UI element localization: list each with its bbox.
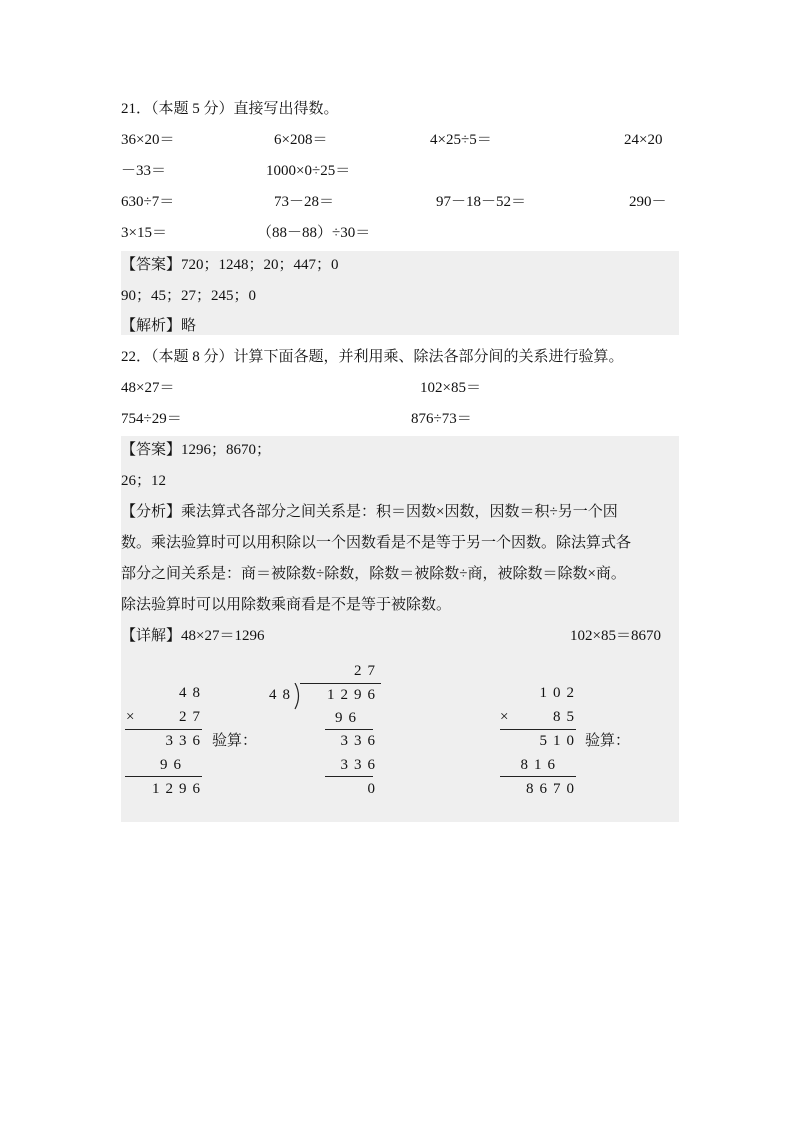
q21-answer-line2: 90；45；27；245；0 — [121, 288, 257, 304]
rule — [500, 729, 576, 730]
mult-bottom: 27 — [179, 709, 206, 725]
division-bar — [300, 683, 381, 684]
times-sign: × — [126, 709, 135, 725]
q21-expr: 290－ — [629, 194, 667, 210]
partial-product: 816 — [520, 757, 561, 773]
answer-tag: 【答案】 — [121, 442, 182, 458]
partial-product: 510 — [539, 733, 580, 749]
mult-bottom: 85 — [553, 709, 580, 725]
rule — [325, 729, 373, 730]
product: 1296 — [152, 781, 206, 797]
detail-left: 48×27＝1296 — [181, 628, 265, 644]
partial-product: 96 — [160, 757, 187, 773]
answer-values: 720；1248；20；447；0 — [181, 257, 339, 273]
q21-expr: 630÷7＝ — [121, 194, 175, 210]
q22-answer-line2: 26；12 — [121, 473, 167, 489]
times-sign: × — [500, 709, 509, 725]
q22-analysis — [121, 502, 618, 522]
check-label: 验算： — [585, 733, 631, 749]
q21-expr: 36×20＝ — [121, 132, 175, 148]
remainder-step: 336 — [340, 733, 381, 749]
q21-expr: 1000×0÷25＝ — [266, 163, 351, 179]
q21-expr: 73－28＝ — [274, 194, 335, 210]
q22-detail-right: 102×85＝8670 — [570, 628, 661, 644]
q21-expr: －33＝ — [121, 163, 167, 179]
q22-analysis-line: 除法验算时可以用除数乘商看是不是等于被除数。 — [121, 597, 452, 613]
q22-analysis-line: 部分之间关系是：商＝被除数÷除数，除数＝被除数÷商，被除数＝除数×商。 — [121, 566, 626, 582]
check-label: 验算： — [212, 733, 258, 749]
q22-expr: 754÷29＝ — [121, 411, 182, 427]
quotient: 27 — [354, 663, 381, 679]
answer-values: 1296；8670； — [181, 442, 272, 458]
analysis-tag: 【解析】 — [121, 318, 182, 334]
product: 8670 — [526, 781, 580, 797]
analysis-tag: 【分析】 — [121, 504, 182, 520]
detail-tag: 【详解】 — [121, 628, 182, 644]
mult-top: 102 — [539, 685, 580, 701]
rule — [500, 776, 576, 777]
q21-expr: （88－88）÷30＝ — [257, 225, 371, 241]
q21-expr: 24×20 — [624, 132, 663, 148]
divisor: 48 — [269, 687, 296, 703]
q21-analysis — [121, 316, 196, 336]
subtrahend: 336 — [340, 757, 381, 773]
rule — [325, 776, 373, 777]
partial-product: 336 — [165, 733, 206, 749]
rule — [125, 776, 202, 777]
analysis-text: 乘法算式各部分之间关系是：积＝因数×因数，因数＝积÷另一个因 — [181, 504, 618, 520]
q21-expr: 6×208＝ — [274, 132, 328, 148]
rule — [125, 729, 202, 730]
q22-header: 22．（本题 8 分）计算下面各题，并利用乘、除法各部分间的关系进行验算。 — [121, 349, 624, 365]
q22-expr: 102×85＝ — [420, 380, 481, 396]
q21-header: 21．（本题 5 分）直接写出得数。 — [121, 101, 339, 117]
q22-answer — [121, 440, 271, 460]
q22-expr: 48×27＝ — [121, 380, 175, 396]
q21-expr: 4×25÷5＝ — [430, 132, 492, 148]
q21-expr: 97－18－52＝ — [436, 194, 527, 210]
answer-tag: 【答案】 — [121, 257, 182, 273]
q21-expr: 3×15＝ — [121, 225, 167, 241]
analysis-text: 略 — [181, 318, 197, 334]
remainder: 0 — [367, 781, 381, 797]
q22-expr: 876÷73＝ — [411, 411, 472, 427]
subtrahend: 96 — [335, 710, 362, 726]
q21-answer — [121, 255, 339, 275]
mult-top: 48 — [179, 685, 206, 701]
q22-analysis-line: 数。乘法验算时可以用积除以一个因数看是不是等于另一个因数。除法算式各 — [121, 535, 632, 551]
q22-detail — [121, 626, 264, 646]
dividend: 1296 — [327, 687, 381, 703]
